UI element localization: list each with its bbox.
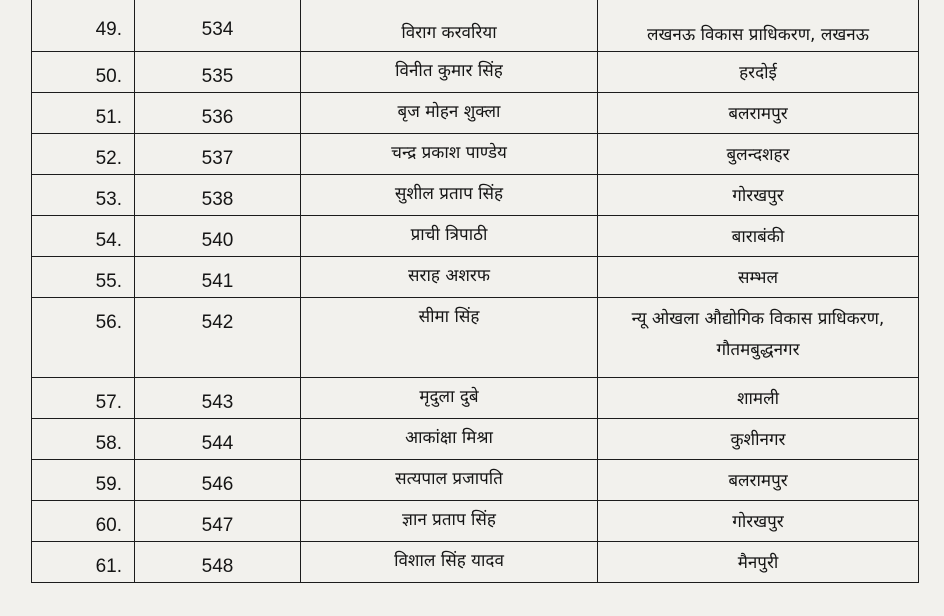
table-row [32, 52, 919, 93]
serial-number: 50. [32, 52, 135, 93]
code-number: 540 [135, 216, 301, 257]
table-row [32, 93, 919, 134]
person-name: मृदुला दुबे [301, 378, 598, 419]
table-row [32, 175, 919, 216]
code-number: 544 [135, 419, 301, 460]
serial-number: 58. [32, 419, 135, 460]
code-number: 536 [135, 93, 301, 134]
posting-place: शामली [598, 378, 919, 419]
table-row [32, 419, 919, 460]
serial-number: 57. [32, 378, 135, 419]
serial-number: 49. [32, 0, 135, 52]
serial-number: 53. [32, 175, 135, 216]
person-name: चन्द्र प्रकाश पाण्डेय [301, 134, 598, 175]
person-name: बृज मोहन शुक्ला [301, 93, 598, 134]
serial-number: 52. [32, 134, 135, 175]
serial-number: 61. [32, 542, 135, 583]
code-number: 535 [135, 52, 301, 93]
serial-number: 54. [32, 216, 135, 257]
code-number: 546 [135, 460, 301, 501]
person-name: आकांक्षा मिश्रा [301, 419, 598, 460]
table-row [32, 298, 919, 378]
table-row [32, 460, 919, 501]
person-name: सराह अशरफ [301, 257, 598, 298]
person-name: प्राची त्रिपाठी [301, 216, 598, 257]
table-row [32, 0, 919, 52]
code-number: 538 [135, 175, 301, 216]
table-body [32, 0, 919, 583]
table-row [32, 378, 919, 419]
code-number: 548 [135, 542, 301, 583]
posting-place: बलरामपुर [598, 460, 919, 501]
table-row [32, 542, 919, 583]
code-number: 547 [135, 501, 301, 542]
code-number: 542 [135, 298, 301, 378]
posting-place: मैनपुरी [598, 542, 919, 583]
table-row [32, 257, 919, 298]
table-row [32, 501, 919, 542]
person-name: ज्ञान प्रताप सिंह [301, 501, 598, 542]
person-name: विनीत कुमार सिंह [301, 52, 598, 93]
serial-number: 51. [32, 93, 135, 134]
officer-list-table [31, 0, 919, 583]
posting-place: बुलन्दशहर [598, 134, 919, 175]
serial-number: 56. [32, 298, 135, 378]
serial-number: 60. [32, 501, 135, 542]
posting-place: कुशीनगर [598, 419, 919, 460]
table-row [32, 216, 919, 257]
code-number: 534 [135, 0, 301, 52]
posting-place: लखनऊ विकास प्राधिकरण, लखनऊ [598, 0, 919, 52]
code-number: 543 [135, 378, 301, 419]
table-row [32, 134, 919, 175]
posting-place: बलरामपुर [598, 93, 919, 134]
serial-number: 55. [32, 257, 135, 298]
person-name: सुशील प्रताप सिंह [301, 175, 598, 216]
posting-place: सम्भल [598, 257, 919, 298]
person-name: विराग करवरिया [301, 0, 598, 52]
code-number: 537 [135, 134, 301, 175]
posting-place: हरदोई [598, 52, 919, 93]
posting-place: गोरखपुर [598, 175, 919, 216]
person-name: विशाल सिंह यादव [301, 542, 598, 583]
posting-place: बाराबंकी [598, 216, 919, 257]
person-name: सत्यपाल प्रजापति [301, 460, 598, 501]
posting-place: गोरखपुर [598, 501, 919, 542]
posting-place: न्यू ओखला औद्योगिक विकास प्राधिकरण, गौतमबुद्धनगर [598, 298, 919, 378]
code-number: 541 [135, 257, 301, 298]
serial-number: 59. [32, 460, 135, 501]
person-name: सीमा सिंह [301, 298, 598, 378]
